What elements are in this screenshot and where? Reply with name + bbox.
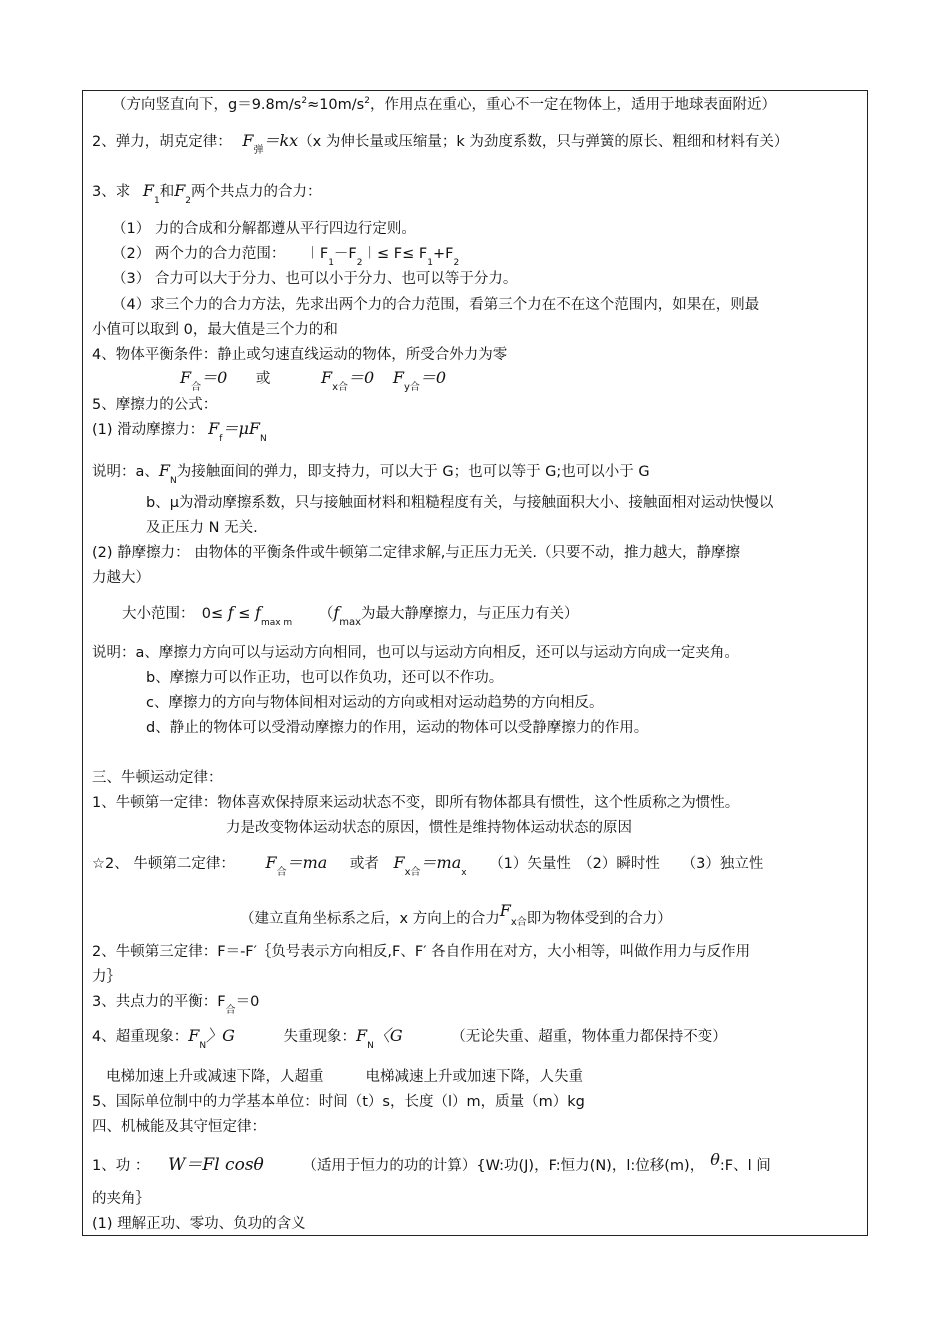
note-dir-d: d、静止的物体可以受滑动摩擦力的作用，运动的物体可以受静摩擦力的作用。 xyxy=(146,720,649,736)
newton-second-law: ☆2、 牛顿第二定律： $F_合=ma$ 或者 $F_{x合}=ma_x$ （1）矢量性 （2）瞬时性 （3）独立性 xyxy=(92,853,764,878)
sliding-friction: (1) 滑动摩擦力： $F_f=\mu F_N$ xyxy=(92,419,267,444)
note-dir-b: b、摩擦力可以作正功，也可以作负功，还可以不作功。 xyxy=(146,670,504,686)
static-friction-2: 力越大） xyxy=(92,570,150,586)
work-line-b: 的夹角｝ xyxy=(92,1191,150,1207)
equilibrium-heading: 4、物体平衡条件：静止或匀速直线运动的物体，所受合外力为零 xyxy=(92,347,508,363)
friction-heading: 5、摩擦力的公式： xyxy=(92,397,218,413)
rule-3: （3） 合力可以大于分力、也可以小于分力、也可以等于分力。 xyxy=(112,271,518,287)
note-dir-a: 说明：a、摩擦力方向可以与运动方向相同，也可以与运动方向相反，还可以与运动方向成一定夹角。 xyxy=(92,645,739,661)
note-b1: b、μ为滑动摩擦系数，只与接触面材料和粗糙程度有关，与接触面积大小、接触面相对运动快慢以 xyxy=(146,495,774,511)
note-b2: 及正压力 N 无关. xyxy=(146,520,258,536)
equilibrium-formula: $F_合=0$ 或 $F_{x合}=0$ $F_{y合}=0$ xyxy=(180,368,447,393)
hooke-law-line: 2、弹力，胡克定律： $F_弹=kx(x$ 为伸长量或压缩量；k 为劲度系数，只与弹簧的原长、粗细和材料有关） xyxy=(92,131,789,156)
elevator-line: 电梯加速上升或减速下降，人超重 电梯减速上升或加速下降，人失重 xyxy=(106,1069,583,1085)
rule-4a: （4）求三个力的合力方法，先求出两个力的合力范围，看第三个力在不在这个范围内，如果在，则最 xyxy=(112,297,760,313)
newton-third-law-a: 2、牛顿第三定律：F＝-F′｛负号表示方向相反,F、F′ 各自作用在对方，大小相等，叫做作用力与反作用 xyxy=(92,944,751,960)
note-dir-c: c、摩擦力的方向与物体间相对运动的方向或相对运动趋势的方向相反。 xyxy=(146,695,604,711)
overweight-line: 4、超重现象：$F_N$〉G 失重现象：$F_N$〈G （无论失重、超重，物体重力都保持不变） xyxy=(92,1026,727,1051)
static-range: 大小范围： $0\le f \le f_{max m}$ （$f_{max}$为最大静摩擦力，与正压力有关） xyxy=(122,603,579,628)
work-line: 1、功 ： W＝Fl cosθ （适用于恒力的功的计算）{W:功(J)，F:恒力(N)，l:位移(m)， θ:F、l 间 xyxy=(92,1150,771,1175)
axis-note: （建立直角坐标系之后，x 方向上的合力Fx合即为物体受到的合力） xyxy=(240,901,672,928)
work-meaning: (1) 理解正功、零功、负功的含义 xyxy=(92,1216,306,1232)
si-units: 5、国际单位制中的力学基本单位：时间（t）s，长度（l）m，质量（m）kg xyxy=(92,1094,585,1110)
newton-third-law-b: 力｝ xyxy=(92,969,121,985)
rule-2: （2） 两个力的合力范围： $︱F_1-F_2︱\le F\le F_1+F_2$ xyxy=(112,246,460,268)
rule-1: （1） 力的合成和分解都遵从平行四边行定则。 xyxy=(112,221,416,237)
newton-first-law: 1、牛顿第一定律：物体喜欢保持原来运动状态不变，即所有物体都具有惯性，这个性质称之为惯性。 xyxy=(92,795,740,811)
equilibrium-concurrent: 3、共点力的平衡：$F_合=0$ xyxy=(92,994,260,1016)
section-4-heading: 四、机械能及其守恒定律： xyxy=(92,1119,266,1135)
resultant-heading: 3、求 $F_1$和$F_2$两个共点力的合力： xyxy=(92,181,322,206)
section-3-heading: 三、牛顿运动定律： xyxy=(92,770,223,786)
rule-4b: 小值可以取到 0，最大值是三个力的和 xyxy=(92,322,338,338)
gravity-note: （方向竖直向下，$g=9.8m/s^2\approx 10m/s^2$，作用点在重心，重心不一定在物体上，适用于地球表面附近） xyxy=(112,96,776,113)
newton-first-law-b: 力是改变物体运动状态的原因，惯性是维持物体运动状态的原因 xyxy=(226,820,632,836)
note-a: 说明：a、$F_N$为接触面间的弹力，即支持力，可以大于 G；也可以等于 G;也可以小于 G xyxy=(92,461,650,486)
static-friction-1: (2) 静摩擦力： 由物体的平衡条件或牛顿第二定律求解,与正压力无关.（只要不动，推力越大，静摩擦 xyxy=(92,545,740,561)
